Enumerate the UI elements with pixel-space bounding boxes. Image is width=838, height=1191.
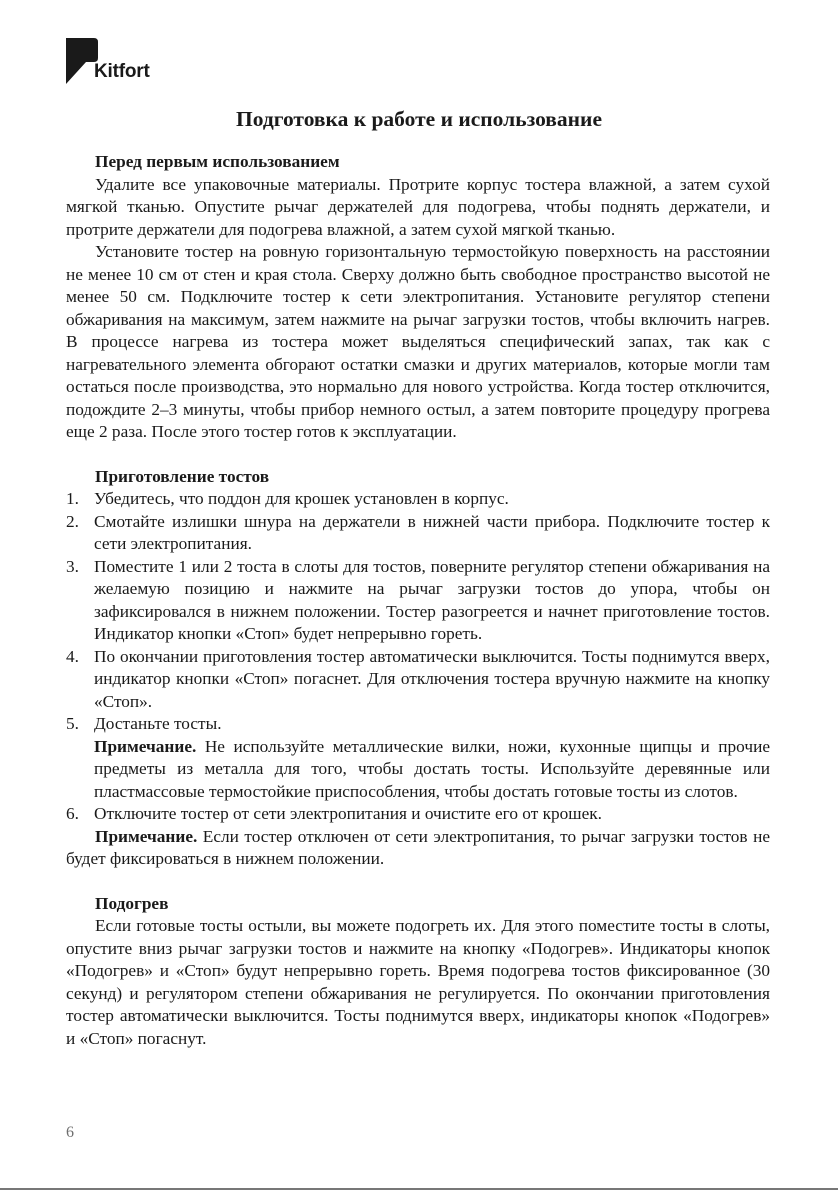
section-heading-reheat: Подогрев <box>95 893 169 913</box>
note: Примечание. Если тостер отключен от сети электропитания, то рычаг загрузки тостов не будет фиксироваться в нижнем положении. <box>66 826 770 868</box>
logo-text: Kitfort <box>94 61 150 82</box>
document-body <box>66 151 770 1050</box>
section-heading-toast-preparation: Приготовление тостов <box>95 466 270 486</box>
page-title: Подготовка к работе и использование <box>236 107 602 131</box>
list-item: 5. Достаньте тосты. Примечание. Не используйте металлические вилки, ножи, кухонные щипцы и прочие предметы из металла для того, чтобы достать тосты. Используйте деревянные или пластмассовые термостойкие приспособления, чтобы достать готовые тосты из слотов. <box>66 713 770 803</box>
section-heading-first-use: Перед первым использованием <box>95 152 340 171</box>
paragraph: Если готовые тосты остыли, вы можете подогреть их. Для этого поместите тосты в слоты, опустите вниз рычаг загрузки тостов и нажмите на кнопку «Подогрев». Индикаторы кнопок «Подогрев» и «Стоп» будут непрерывно гореть. Время подогрева тостов фиксированное (30 секунд) и регулятором степени обжаривания не регулируется. По окончании приготовления тостер автоматически выключится. Тосты поднимутся вверх, индикаторы кнопок «Подогрев» и «Стоп» погаснут. <box>66 916 770 1048</box>
list-item: 1. Убедитесь, что поддон для крошек установлен в корпус. <box>66 489 509 508</box>
page-number: 6 <box>66 1124 74 1141</box>
kitfort-logo-icon <box>64 38 98 84</box>
list-item: 4. По окончании приготовления тостер автоматически выключится. Тосты поднимутся вверх, индикатор кнопки «Стоп» погаснет. Для отключения тостера вручную нажмите на кнопку «Стоп». <box>66 646 770 711</box>
instruction-list <box>66 488 770 826</box>
brand-logo <box>64 38 184 90</box>
list-item: 2. Смотайте излишки шнура на держатели в нижней части прибора. Подключите тостер к сети электропитания. <box>66 511 770 553</box>
list-item: 3. Поместите 1 или 2 тоста в слоты для тостов, поверните регулятор степени обжаривания на желаемую позицию и нажмите на рычаг загрузки тостов до упора, чтобы он зафиксировался в нижнем положении. Тостер разогреется и начнет приготовление тостов. Индикатор кнопки «Стоп» будет непрерывно гореть. <box>66 556 770 643</box>
note: Примечание. Не используйте металлические вилки, ножи, кухонные щипцы и прочие предметы из металла для того, чтобы достать тосты. Используйте деревянные или пластмассовые термостойкие приспособления, чтобы достать готовые тосты из слотов. <box>94 736 770 801</box>
paragraph: Установите тостер на ровную горизонтальную термостойкую поверхность на расстоянии не менее 10 см от стен и края стола. Сверху должно быть свободное пространство высотой не менее 50 см. Подключите тостер к сети электропитания. Установите регулятор степени обжаривания на максимум, затем нажмите на рычаг загрузки тостов, чтобы включить нагрев. В процессе нагрева из тостера может выделяться специфический запах, так как с нагревательного элемента обгорают остатки смазки и других материалов, которые могли там остаться после производства, это нормально для нового устройства. Когда тостер отключится, подождите 2–3 минуты, чтобы прибор немного остыл, а затем повторите процедуру прогрева еще 2 раза. После этого тостер готов к эксплуатации. <box>66 242 770 441</box>
divider <box>0 1188 838 1190</box>
paragraph: Удалите все упаковочные материалы. Протрите корпус тостера влажной, а затем сухой мягкой тканью. Опустите рычаг держателей для подогрева, чтобы поднять держатели, и протрите держатели для подогрева влажной, а затем сухой мягкой тканью. <box>66 174 770 239</box>
list-item: 6. Отключите тостер от сети электропитания и очистите его от крошек. <box>66 804 602 823</box>
